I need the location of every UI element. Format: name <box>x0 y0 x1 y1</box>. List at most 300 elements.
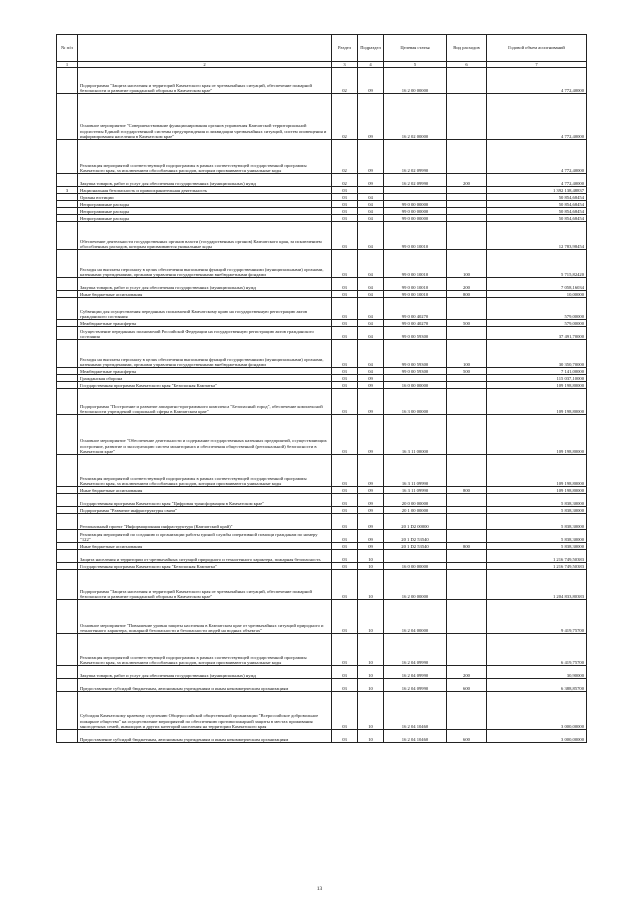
row-subsection: 10 <box>358 730 384 743</box>
row-article: 99 0 00 00000 <box>384 215 447 222</box>
row-subsection: 09 <box>358 494 384 507</box>
header-section: Раздел <box>332 35 358 62</box>
row-article: 99 0 00 59300 <box>384 340 447 368</box>
row-sum: 5 838,30000 <box>487 530 587 543</box>
row-name: Межбюджетные трансферты <box>78 368 332 375</box>
row-sum: 37 491,70000 <box>487 327 587 340</box>
row-expense-type <box>447 298 487 320</box>
row-number <box>57 514 78 530</box>
row-article: 20 0 00 00000 <box>384 494 447 507</box>
row-name: Подпрограмма "Построение и развитие аппаратно-программного комплекса "Безопасный город", обеспечение комплексной безопасности учреждений социальной сферы в Камчатском крае" <box>78 389 332 415</box>
row-sum: 10,00000 <box>487 291 587 298</box>
row-expense-type: 500 <box>447 368 487 375</box>
row-subsection: 04 <box>358 201 384 208</box>
row-article: 16 2 00 00000 <box>384 570 447 600</box>
row-sum: 7 058,16034 <box>487 278 587 291</box>
header-sum: Годовой объем ассигнований <box>487 35 587 62</box>
row-sum: 9 419,75700 <box>487 600 587 634</box>
row-number <box>57 487 78 494</box>
row-expense-type <box>447 455 487 487</box>
table-row <box>57 327 587 340</box>
row-expense-type: 200 <box>447 666 487 679</box>
row-sum: 5 838,30000 <box>487 507 587 514</box>
row-name: Подпрограмма "Защита населения и территорий Камчатского края от чрезвычайных ситуаций, обеспечение пожарной безопасности и развитие гражданской обороны в Камчатском крае" <box>78 570 332 600</box>
row-section: 03 <box>332 666 358 679</box>
row-sum: 109 198,80000 <box>487 389 587 415</box>
row-subsection: 10 <box>358 679 384 692</box>
row-sum: 30,90000 <box>487 666 587 679</box>
row-name: Закупка товаров, работ и услуг для обеспечения государственных (муниципальных) нужд <box>78 278 332 291</box>
row-sum: 1 392 138,48837 <box>487 187 587 194</box>
row-name: Непрограммные расходы <box>78 201 332 208</box>
row-expense-type <box>447 194 487 201</box>
row-subsection: 09 <box>358 94 384 140</box>
row-name: Предоставление субсидий бюджетным, автономным учреждениям и иным некоммерческим организациям <box>78 679 332 692</box>
row-section: 03 <box>332 570 358 600</box>
row-expense-type <box>447 389 487 415</box>
row-name: Региональный проект "Информационная инфраструктура (Камчатский край)" <box>78 514 332 530</box>
row-expense-type: 200 <box>447 278 487 291</box>
row-section: 03 <box>332 291 358 298</box>
row-subsection: 09 <box>358 174 384 187</box>
row-name: Основное мероприятие "Повышение уровня защиты населения в Камчатском крае от чрезвычайных ситуаций природного и техногенного характера, пожарной безопасности и безопасности людей на водных объектах" <box>78 600 332 634</box>
row-subsection: 09 <box>358 514 384 530</box>
row-subsection: 04 <box>358 320 384 327</box>
row-section: 03 <box>332 368 358 375</box>
row-section: 02 <box>332 94 358 140</box>
header-expense-type: Вид расходов <box>447 35 487 62</box>
row-expense-type <box>447 634 487 666</box>
row-sum: 4 772,40000 <box>487 94 587 140</box>
row-subsection: 10 <box>358 570 384 600</box>
row-number <box>57 494 78 507</box>
row-sum: 1 216 749,50383 <box>487 563 587 570</box>
row-section: 03 <box>332 278 358 291</box>
row-article <box>384 194 447 201</box>
row-article: 16 2 00 00000 <box>384 68 447 94</box>
row-section: 03 <box>332 550 358 563</box>
row-subsection: 09 <box>358 389 384 415</box>
row-name: Основное мероприятие "Совершенствование функционирования органов управления Камчатской территориальной подсистемы Единой государственной системы предупреждения и ликвидации чрезвычайных ситуаций, систем оповещения и информирования населения в Камчатском крае" <box>78 94 332 140</box>
row-number <box>57 415 78 455</box>
row-sum: 579,00000 <box>487 320 587 327</box>
header-name <box>78 35 332 62</box>
row-section: 03 <box>332 194 358 201</box>
row-number <box>57 327 78 340</box>
row-section: 03 <box>332 679 358 692</box>
row-expense-type: 600 <box>447 730 487 743</box>
row-article: 99 0 00 10010 <box>384 278 447 291</box>
row-subsection: 04 <box>358 298 384 320</box>
row-expense-type <box>447 692 487 730</box>
row-article: 99 0 00 40270 <box>384 320 447 327</box>
row-number <box>57 679 78 692</box>
row-number <box>57 298 78 320</box>
row-section: 03 <box>332 455 358 487</box>
table-row <box>57 208 587 215</box>
row-article: 99 0 00 59300 <box>384 327 447 340</box>
row-number <box>57 375 78 382</box>
row-article <box>384 187 447 194</box>
row-article: 16 3 00 00000 <box>384 389 447 415</box>
table-row <box>57 692 587 730</box>
table-row <box>57 291 587 298</box>
row-section: 03 <box>332 692 358 730</box>
row-section: 03 <box>332 543 358 550</box>
row-article: 20 1 D2 53540 <box>384 530 447 543</box>
row-article: 20 1 D2 00000 <box>384 514 447 530</box>
row-article: 16 2 04 09990 <box>384 666 447 679</box>
row-subsection: 10 <box>358 666 384 679</box>
row-expense-type <box>447 530 487 543</box>
row-number <box>57 340 78 368</box>
table-row <box>57 543 587 550</box>
row-section: 03 <box>332 201 358 208</box>
row-subsection: 04 <box>358 327 384 340</box>
row-section: 03 <box>332 730 358 743</box>
row-number <box>57 291 78 298</box>
row-sum: 109 198,80000 <box>487 487 587 494</box>
table-row <box>57 550 587 563</box>
row-article: 16 0 00 00000 <box>384 563 447 570</box>
table-row <box>57 600 587 634</box>
row-section: 03 <box>332 530 358 543</box>
row-section: 03 <box>332 340 358 368</box>
table-row <box>57 494 587 507</box>
table-header <box>57 35 587 62</box>
row-name: Предоставление субсидий бюджетным, автономным учреждениям и иным некоммерческим организациям <box>78 730 332 743</box>
table-row <box>57 487 587 494</box>
column-index: 5 <box>384 62 447 68</box>
row-subsection: 04 <box>358 215 384 222</box>
row-section: 03 <box>332 514 358 530</box>
row-subsection: 09 <box>358 455 384 487</box>
row-name: Непрограммные расходы <box>78 215 332 222</box>
row-name: Подпрограмма "Развитие инфраструктуры связи" <box>78 507 332 514</box>
table-row <box>57 174 587 187</box>
header-article: Целевая статья <box>384 35 447 62</box>
row-subsection: 09 <box>358 543 384 550</box>
row-name: Иные бюджетные ассигнования <box>78 291 332 298</box>
row-article: 16 2 02 09990 <box>384 174 447 187</box>
row-expense-type <box>447 94 487 140</box>
row-section: 03 <box>332 507 358 514</box>
table-row <box>57 222 587 250</box>
row-sum: 3 000,00000 <box>487 730 587 743</box>
row-expense-type <box>447 215 487 222</box>
table-row <box>57 140 587 174</box>
row-section: 03 <box>332 634 358 666</box>
header-num: № п/п <box>57 35 78 62</box>
row-name: Защита населения и территории от чрезвычайных ситуаций природного и техногенного характера, пожарная безопасность <box>78 550 332 563</box>
row-sum: 109 198,80000 <box>487 415 587 455</box>
row-expense-type <box>447 382 487 389</box>
row-section: 02 <box>332 174 358 187</box>
row-number <box>57 634 78 666</box>
table-row <box>57 389 587 415</box>
row-section: 03 <box>332 250 358 278</box>
row-subsection: 10 <box>358 692 384 730</box>
table-row <box>57 514 587 530</box>
table-row <box>57 94 587 140</box>
table-row <box>57 375 587 382</box>
row-subsection: 09 <box>358 68 384 94</box>
row-subsection: 09 <box>358 507 384 514</box>
table-row <box>57 215 587 222</box>
row-name: Органы юстиции <box>78 194 332 201</box>
row-article: 16 2 02 09990 <box>384 140 447 174</box>
row-article: 16 3 11 09990 <box>384 455 447 487</box>
row-number <box>57 194 78 201</box>
row-article: 16 0 00 00000 <box>384 382 447 389</box>
row-sum: 115 037,10000 <box>487 375 587 382</box>
row-article: 99 0 00 40270 <box>384 298 447 320</box>
table-row <box>57 298 587 320</box>
row-section: 02 <box>332 140 358 174</box>
row-section: 03 <box>332 208 358 215</box>
table-row <box>57 666 587 679</box>
row-section: 03 <box>332 487 358 494</box>
table-row <box>57 68 587 94</box>
row-subsection: 04 <box>358 291 384 298</box>
budget-table <box>56 34 587 743</box>
row-article: 99 0 00 10010 <box>384 222 447 250</box>
row-article: 16 2 02 00000 <box>384 94 447 140</box>
row-section: 02 <box>332 68 358 94</box>
row-subsection: 09 <box>358 530 384 543</box>
row-number <box>57 455 78 487</box>
row-number <box>57 68 78 94</box>
row-name: Государственная программа Камчатского края "Безопасная Камчатка" <box>78 382 332 389</box>
row-expense-type <box>447 550 487 563</box>
row-sum: 109 198,80000 <box>487 382 587 389</box>
row-section: 03 <box>332 215 358 222</box>
row-article: 16 2 04 00000 <box>384 600 447 634</box>
row-sum: 4 772,40000 <box>487 174 587 187</box>
row-name: Осуществление переданных полномочий Российской Федерации на государственную регистрацию актов гражданского состояния <box>78 327 332 340</box>
row-sum: 50 854,68454 <box>487 215 587 222</box>
row-subsection: 09 <box>358 382 384 389</box>
row-subsection: 04 <box>358 208 384 215</box>
column-index: 2 <box>78 62 332 68</box>
row-subsection: 09 <box>358 140 384 174</box>
row-sum: 6 388,85700 <box>487 679 587 692</box>
column-index: 6 <box>447 62 487 68</box>
row-number <box>57 208 78 215</box>
row-number <box>57 389 78 415</box>
column-index: 1 <box>57 62 78 68</box>
row-subsection: 10 <box>358 600 384 634</box>
row-name: Основное мероприятие "Обеспечение деятельности и содержание государственных казенных предприятий, осуществляющих построение, развитие и эксплуатацию систем мониторинга и обеспечения общественной (региональной) безопасности в Камчатском крае" <box>78 415 332 455</box>
row-section: 03 <box>332 600 358 634</box>
header-subsection: Подраздел <box>358 35 384 62</box>
row-subsection: 04 <box>358 194 384 201</box>
row-article: 16 3 11 00000 <box>384 415 447 455</box>
row-subsection: 04 <box>358 340 384 368</box>
row-name: Подпрограмма "Защита населения и территорий Камчатского края от чрезвычайных ситуаций, обеспечение пожарной безопасности и развитие гражданской обороны в Камчатском крае" <box>78 68 332 94</box>
row-name: Закупка товаров, работ и услуг для обеспечения государственных (муниципальных) нужд <box>78 666 332 679</box>
row-subsection: 09 <box>358 487 384 494</box>
row-number <box>57 278 78 291</box>
row-number <box>57 201 78 208</box>
row-number <box>57 530 78 543</box>
row-section: 03 <box>332 320 358 327</box>
row-article: 99 0 00 10010 <box>384 250 447 278</box>
table-row <box>57 194 587 201</box>
row-expense-type <box>447 187 487 194</box>
row-name: Иные бюджетные ассигнования <box>78 487 332 494</box>
row-sum: 1 216 749,50383 <box>487 550 587 563</box>
row-sum: 5 838,30000 <box>487 514 587 530</box>
row-expense-type <box>447 600 487 634</box>
row-sum: 50 854,68454 <box>487 201 587 208</box>
row-subsection: 10 <box>358 563 384 570</box>
row-number <box>57 692 78 730</box>
row-number <box>57 550 78 563</box>
row-number <box>57 94 78 140</box>
row-number <box>57 215 78 222</box>
page-number: 13 <box>316 886 323 892</box>
row-number <box>57 222 78 250</box>
row-name: Иные бюджетные ассигнования <box>78 543 332 550</box>
row-article: 16 2 04 10460 <box>384 692 447 730</box>
row-number <box>57 543 78 550</box>
row-subsection: 10 <box>358 550 384 563</box>
row-article <box>384 550 447 563</box>
row-article: 20 1 D2 53540 <box>384 543 447 550</box>
row-section: 03 <box>332 494 358 507</box>
row-name: Государственная программа Камчатского края "Цифровая трансформация в Камчатском крае" <box>78 494 332 507</box>
row-expense-type <box>447 570 487 600</box>
table-row <box>57 530 587 543</box>
table-row <box>57 507 587 514</box>
row-number <box>57 507 78 514</box>
row-subsection: 04 <box>358 250 384 278</box>
row-article: 99 0 00 00000 <box>384 201 447 208</box>
row-subsection: 04 <box>358 222 384 250</box>
table-row <box>57 563 587 570</box>
row-article: 16 3 11 09990 <box>384 487 447 494</box>
row-name: Расходы на выплаты персоналу в целях обеспечения выполнения функций государственными (муниципальными) органами, казенными учреждениями, органами управления государственными внебюджетными фондами <box>78 340 332 368</box>
row-name: Обеспечение деятельности государственных органов власти (государственных органов) Камчатского края, за исключением обособленных расходов, которым присваиваются уникальные коды <box>78 222 332 250</box>
row-sum: 5 838,30000 <box>487 494 587 507</box>
row-name: Реализация мероприятий по созданию и организации работы единой службы оперативной помощи гражданам по номеру "122" <box>78 530 332 543</box>
row-name: Закупка товаров, работ и услуг для обеспечения государственных (муниципальных) нужд <box>78 174 332 187</box>
row-number <box>57 368 78 375</box>
row-number <box>57 600 78 634</box>
row-name: Межбюджетные трансферты <box>78 320 332 327</box>
table-row <box>57 679 587 692</box>
row-expense-type: 100 <box>447 250 487 278</box>
row-section: 03 <box>332 187 358 194</box>
row-expense-type: 200 <box>447 174 487 187</box>
row-article: 16 2 04 09990 <box>384 634 447 666</box>
row-expense-type <box>447 327 487 340</box>
column-index: 3 <box>332 62 358 68</box>
row-section: 03 <box>332 298 358 320</box>
row-article: 16 2 04 10460 <box>384 730 447 743</box>
row-sum: 12 783,98454 <box>487 222 587 250</box>
table-row <box>57 570 587 600</box>
row-name: Государственная программа Камчатского края "Безопасная Камчатка" <box>78 563 332 570</box>
row-name: Непрограммные расходы <box>78 208 332 215</box>
budget-document <box>56 34 586 743</box>
row-article: 20 1 00 00000 <box>384 507 447 514</box>
table-row <box>57 340 587 368</box>
row-number <box>57 563 78 570</box>
row-expense-type: 500 <box>447 320 487 327</box>
row-expense-type <box>447 494 487 507</box>
row-number <box>57 570 78 600</box>
row-sum: 50 854,68454 <box>487 194 587 201</box>
row-article: 16 2 04 09990 <box>384 679 447 692</box>
row-sum: 30 350,70000 <box>487 340 587 368</box>
row-section: 03 <box>332 327 358 340</box>
row-expense-type: 600 <box>447 679 487 692</box>
row-name: Реализация мероприятий соответствующей подпрограммы в рамках соответствующей государственной программы Камчатского края, за исключением обособленных расходов, которым присваиваются уникальные коды <box>78 634 332 666</box>
table-row <box>57 320 587 327</box>
row-number <box>57 382 78 389</box>
row-sum: 5 715,82420 <box>487 250 587 278</box>
row-sum: 7 141,00000 <box>487 368 587 375</box>
row-section: 03 <box>332 382 358 389</box>
row-name: Расходы на выплаты персоналу в целях обеспечения выполнения функций государственными (муниципальными) органами, казенными учреждениями, органами управления государственными внебюджетными фондами <box>78 250 332 278</box>
table-row <box>57 250 587 278</box>
table-row <box>57 415 587 455</box>
row-expense-type <box>447 222 487 250</box>
row-sum: 3 000,00000 <box>487 692 587 730</box>
table-row <box>57 455 587 487</box>
table-row <box>57 730 587 743</box>
row-expense-type <box>447 68 487 94</box>
row-number <box>57 140 78 174</box>
row-name: Реализация мероприятий соответствующей подпрограммы в рамках соответствующей государственной программы Камчатского края, за исключением обособленных расходов, которым присваиваются уникальные коды <box>78 140 332 174</box>
row-expense-type <box>447 507 487 514</box>
row-number <box>57 666 78 679</box>
row-sum: 109 198,80000 <box>487 455 587 487</box>
row-subsection <box>358 187 384 194</box>
row-expense-type: 800 <box>447 487 487 494</box>
row-name: Субвенции для осуществления переданных полномочий Камчатскому краю на государственную регистрацию актов гражданского состояния <box>78 298 332 320</box>
row-expense-type <box>447 208 487 215</box>
row-sum: 4 772,40000 <box>487 140 587 174</box>
table-row <box>57 634 587 666</box>
row-subsection: 09 <box>358 415 384 455</box>
row-expense-type <box>447 375 487 382</box>
row-section: 03 <box>332 222 358 250</box>
row-number <box>57 174 78 187</box>
table-row <box>57 382 587 389</box>
row-number <box>57 320 78 327</box>
row-section: 03 <box>332 389 358 415</box>
table-row <box>57 368 587 375</box>
row-sum: 5 838,30000 <box>487 543 587 550</box>
row-expense-type: 800 <box>447 291 487 298</box>
row-subsection: 04 <box>358 278 384 291</box>
row-name: Реализация мероприятий соответствующей подпрограммы в рамках соответствующей государственной программы Камчатского края, за исключением обособленных расходов, которым присваиваются уникальные коды <box>78 455 332 487</box>
table-row <box>57 278 587 291</box>
row-name: Национальная безопасность и правоохранительная деятельность <box>78 187 332 194</box>
row-sum: 1 204 833,80383 <box>487 570 587 600</box>
row-expense-type: 800 <box>447 543 487 550</box>
row-sum: 579,00000 <box>487 298 587 320</box>
row-expense-type <box>447 514 487 530</box>
row-name: Гражданская оборона <box>78 375 332 382</box>
row-sum: 4 772,40000 <box>487 68 587 94</box>
row-section: 03 <box>332 415 358 455</box>
row-name: Субсидия Камчатскому краевому отделению Общероссийской общественной организации "Всероссийское добровольное пожарное общество" на осуществление мероприятий по обеспечению противопожарной защиты в местах проживания многодетных семей, инвалидов и других категорий населения на территории Камчатского края <box>78 692 332 730</box>
row-expense-type <box>447 201 487 208</box>
